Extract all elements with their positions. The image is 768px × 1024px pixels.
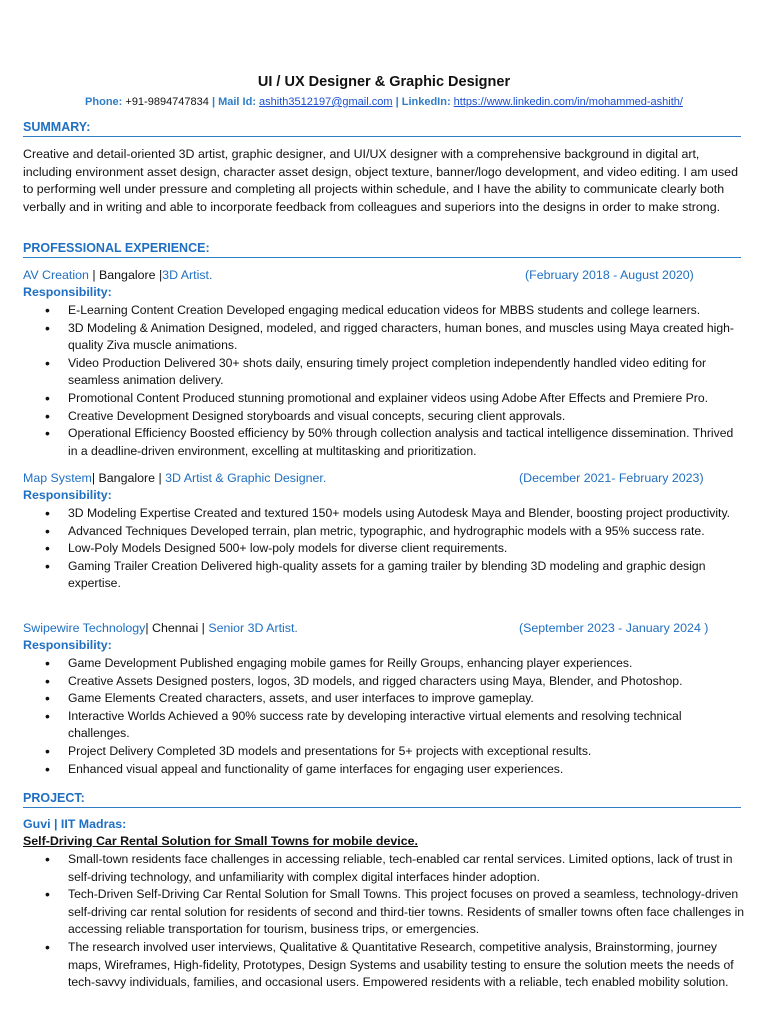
list-item: • Project Delivery Completed 3D models and presentations for 5+ projects with exceptional results. [23,743,745,761]
project-heading: PROJECT: [23,791,741,808]
job-responsibilities-list [23,302,745,460]
company-name: AV Creation [23,268,89,282]
contact-separator: | [395,96,399,108]
linkedin-label: LinkedIn: [401,96,451,108]
mail-label: Mail Id: [218,96,256,108]
list-item: • Game Elements Created characters, assets, and user interfaces to improve gameplay. [23,690,745,708]
list-item: • Low-Poly Models Designed 500+ low-poly models for diverse client requirements. [23,540,745,558]
list-item: • Video Production Delivered 30+ shots daily, ensuring timely project completion independently handled video editing for seamless animation delivery. [23,355,745,390]
project-details-list [23,851,745,992]
list-item: • 3D Modeling Expertise Created and textured 150+ models using Autodesk Maya and Blender, boosting project productivity. [23,505,745,523]
job-header-swipewire [23,620,743,637]
job-dates: (December 2021- February 2023) [519,471,704,485]
company-name: Map System [23,471,92,485]
job-dates: (February 2018 - August 2020) [525,268,694,282]
resume-title: UI / UX Designer & Graphic Designer [257,74,511,90]
job-location: Chennai [152,621,199,635]
job-responsibilities-list [23,655,745,778]
list-item: • Promotional Content Produced stunning promotional and explainer videos using Adobe After Effects and Premiere Pro. [23,390,745,408]
job-role: Senior 3D Artist. [208,621,298,635]
list-item: • Interactive Worlds Achieved a 90% success rate by developing interactive virtual elements and resolving technical challenges. [23,708,745,743]
list-item: • Creative Assets Designed posters, logos, 3D models, and rigged characters using Maya, Blender, and Photoshop. [23,673,745,691]
list-item: • Small-town residents face challenges in accessing reliable, tech-enabled car rental services. Limited options, lack of trust in self-driving technology, and unfamiliarity with complex digital interfaces hinder adoption. [23,851,745,886]
job-responsibilities-list [23,505,745,593]
project-organization: Guvi | IIT Madras: [23,817,127,831]
list-item: • The research involved user interviews, Qualitative & Quantitative Research, competitive analysis, Brainstorming, journey maps, Wireframes, High-fidelity, Prototypes, Design Systems and usability testing to ensure the solution meets the needs of tech-savvy individuals, families, and occasional users. Empowered residents with a reliable, tech enabled mobility solution. [23,939,745,992]
phone-label: Phone: [85,96,123,108]
separator: | [91,471,99,485]
contact-separator: | [211,96,216,108]
list-item: • Gaming Trailer Creation Delivered high-quality assets for a gaming trailer by blending 3D modeling and graphic design expertise. [23,558,745,593]
experience-heading: PROFESSIONAL EXPERIENCE: [23,241,741,258]
company-name: Swipewire Technology [23,621,146,635]
separator: | [155,268,163,282]
list-item: • 3D Modeling & Animation Designed, modeled, and rigged characters, human bones, and muscles using Maya created high-quality Ziva muscle animations. [23,320,745,355]
phone-value: +91-9894747834 [125,96,209,108]
job-header-av-creation [23,267,743,284]
list-item: • Game Development Published engaging mobile games for Reilly Groups, enhancing player experiences. [23,655,745,673]
job-location: Bangalore [99,268,156,282]
responsibility-label: Responsibility: [23,285,112,299]
job-role: 3D Artist. [162,268,213,282]
list-item: • Creative Development Designed storyboards and visual concepts, securing client approvals. [23,408,745,426]
job-location: Bangalore [98,471,156,485]
separator: | [155,471,166,485]
summary-heading: SUMMARY: [23,120,741,137]
project-title: Self-Driving Car Rental Solution for Small Towns for mobile device. [23,834,418,848]
job-role: 3D Artist & Graphic Designer. [165,471,327,485]
job-header-map-system [23,470,743,487]
list-item: • Tech-Driven Self-Driving Car Rental Solution for Small Towns. This project focuses on proved a seamless, technology-driven self-driving car rental solution for residents of second and third-tier towns. Residents of smaller towns often face challenges in accessing reliable transportation for tourism, business trips, or emergencies. [23,886,745,939]
summary-text: Creative and detail-oriented 3D artist, graphic designer, and UI/UX designer with a comprehensive background in digital art, including environment asset design, character asset design, object texture, banner/logo development, and video editing. I am used to performing well under pressure and completing all projects within schedule, and I have the ability to communicate clearly both verbally and in writing and able to incorporate feedback from colleagues and superiors into the designs in order to make strong. [23,147,738,214]
responsibility-label: Responsibility: [23,638,112,652]
responsibility-label: Responsibility: [23,488,112,502]
email-link[interactable]: ashith3512197@gmail.com [259,96,393,108]
list-item: • Enhanced visual appeal and functionality of game interfaces for engaging user experiences. [23,761,745,779]
separator: | [198,621,209,635]
separator: | [145,621,153,635]
contact-line [0,95,768,109]
linkedin-link[interactable]: https://www.linkedin.com/in/mohammed-ashith/ [453,96,683,108]
list-item: • E-Learning Content Creation Developed engaging medical education videos for MBBS students and college learners. [23,302,745,320]
list-item: • Operational Efficiency Boosted efficiency by 50% through collection analysis and tactical intelligence dissemination. Thrived in a deadline-driven environment, excelling at multitasking and prioritization. [23,425,745,460]
job-dates: (September 2023 - January 2024 ) [519,621,709,635]
list-item: • Advanced Techniques Developed terrain, plan metric, typographic, and hydrographic models with a 95% success rate. [23,523,745,541]
separator: | [88,268,99,282]
